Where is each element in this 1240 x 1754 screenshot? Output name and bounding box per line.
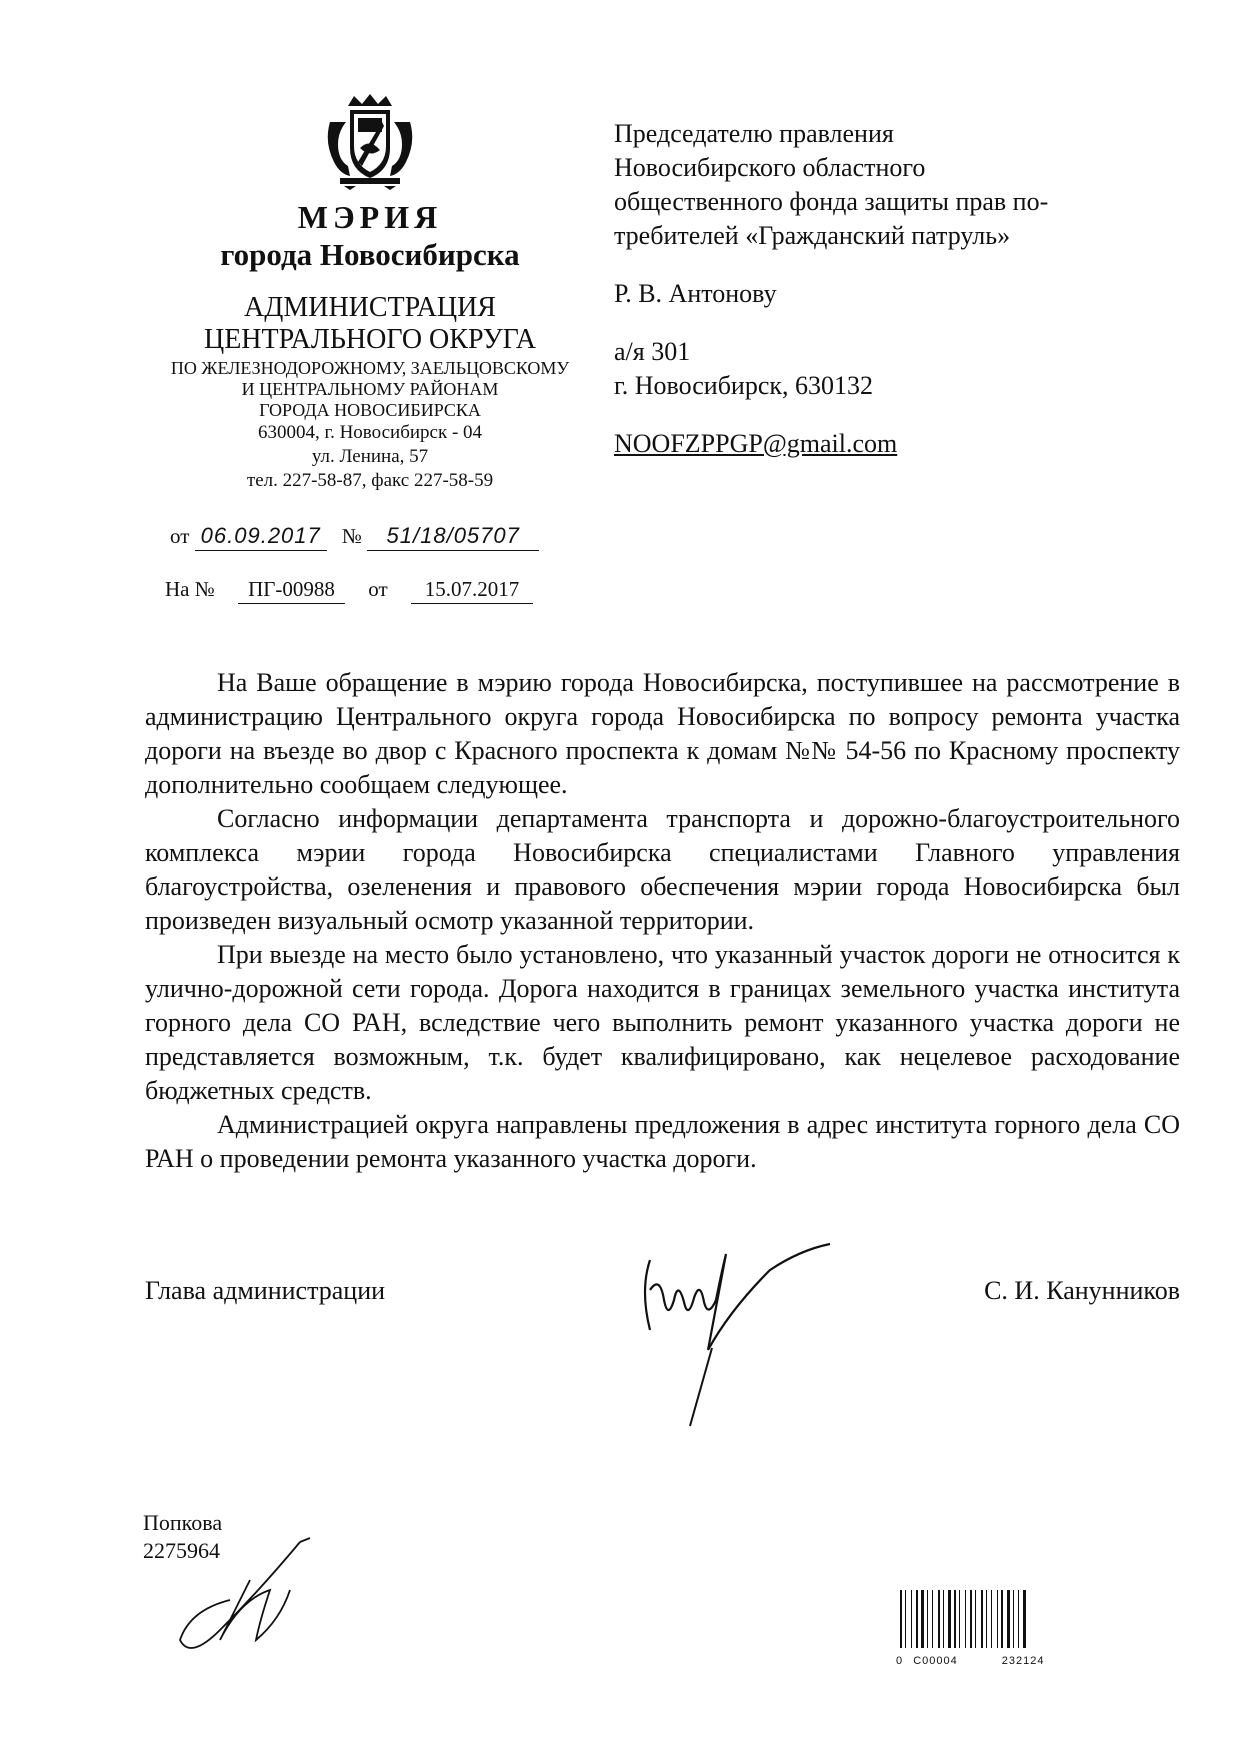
signature-icon	[630, 1230, 890, 1430]
body-paragraph-2: Согласно информации департамента транспорта и дорожно-благоустроительного комплекса мэрии города Новосибирска специалистами Главного управления благоустройства, озеленения и правового обеспечения мэрии города Новосибирска был произведен визуальный осмотр указанной территории.	[145, 804, 1180, 935]
signer-role: Глава администрации	[145, 1276, 386, 1305]
district-line-3: ГОРОДА НОВОСИБИРСКА	[259, 400, 481, 420]
barcode-block	[896, 1590, 1096, 1667]
admin-title-1: АДМИНИСТРАЦИЯ	[244, 292, 496, 323]
number-label: №	[341, 524, 362, 548]
body-paragraph-3: При выезде на место было установлено, что указанный участок дороги не относится к улично-дорожной сети города. Дорога находится в границах земельного участка института горного дела СО РАН, вследствие чего выполнить ремонт указанного участка дороги не представляется возможным, т.к. будет квалифицировано, как нецелевое расходование бюджетных средств.	[145, 940, 1180, 1105]
letter-body	[145, 666, 1180, 1176]
recipient-name: Р. В. Антонову	[614, 279, 777, 308]
reply-label: На №	[165, 577, 215, 601]
reply-from-label: от	[368, 577, 388, 601]
body-paragraph-1: На Ваше обращение в мэрию города Новосибирска, поступившее на рассмотрение в администрацию Центрального округа города Новосибирска по вопросу ремонта участка дороги на въезде во двор с Красного проспекта к домам №№ 54-56 по Красному проспекту дополнительно сообщаем следующее.	[145, 668, 1180, 799]
recipient-block	[614, 117, 1174, 461]
district-line-1: ПО ЖЕЛЕЗНОДОРОЖНОМУ, ЗАЕЛЬЦОВСКОМУ	[170, 358, 570, 378]
org-name: МЭРИЯ	[297, 199, 443, 235]
district-line-2: И ЦЕНТРАЛЬНОМУ РАЙОНАМ	[241, 379, 499, 399]
signer-name: С. И. Канунников	[984, 1276, 1180, 1305]
body-paragraph-4: Администрацией округа направлены предложения в адрес института горного дела СО РАН о проведении ремонта указанного участка дороги.	[145, 1110, 1180, 1173]
coat-of-arms-icon	[320, 92, 420, 192]
reply-number: ПГ-00988	[238, 575, 345, 604]
from-label: от	[170, 524, 190, 548]
recipient-line-1: Председателю правления	[614, 119, 894, 148]
phone-line: тел. 227-58-87, факс 227-58-59	[246, 470, 494, 491]
initials-signature-icon	[160, 1530, 320, 1670]
recipient-po-box: а/я 301	[614, 337, 691, 366]
executor-name: Попкова	[143, 1510, 223, 1535]
outgoing-date: 06.09.2017	[195, 522, 327, 551]
address-line-2: ул. Ленина, 57	[311, 446, 429, 467]
outgoing-number: 51/18/05707	[367, 522, 539, 551]
recipient-email[interactable]: NOOFZPPGP@gmail.com	[614, 429, 898, 458]
barcode-number: 0 C00004 232124	[896, 1655, 1045, 1667]
recipient-city: г. Новосибирск, 630132	[614, 371, 874, 400]
barcode-icon	[896, 1590, 1096, 1650]
address-line-1: 630004, г. Новосибирск - 04	[257, 422, 483, 443]
recipient-line-4: требителей «Гражданский патруль»	[614, 221, 1011, 250]
incoming-ref	[165, 575, 533, 604]
admin-title-2: ЦЕНТРАЛЬНОГО ОКРУГА	[203, 324, 537, 355]
executor-phone: 2275964	[143, 1538, 220, 1563]
recipient-line-3: общественного фонда защиты прав по-	[614, 187, 1049, 216]
org-city: города Новосибирска	[220, 237, 520, 272]
outgoing-ref	[170, 522, 539, 551]
recipient-line-2: Новосибирского областного	[614, 153, 926, 182]
issuer-block	[140, 92, 600, 493]
reply-date: 15.07.2017	[411, 575, 533, 604]
